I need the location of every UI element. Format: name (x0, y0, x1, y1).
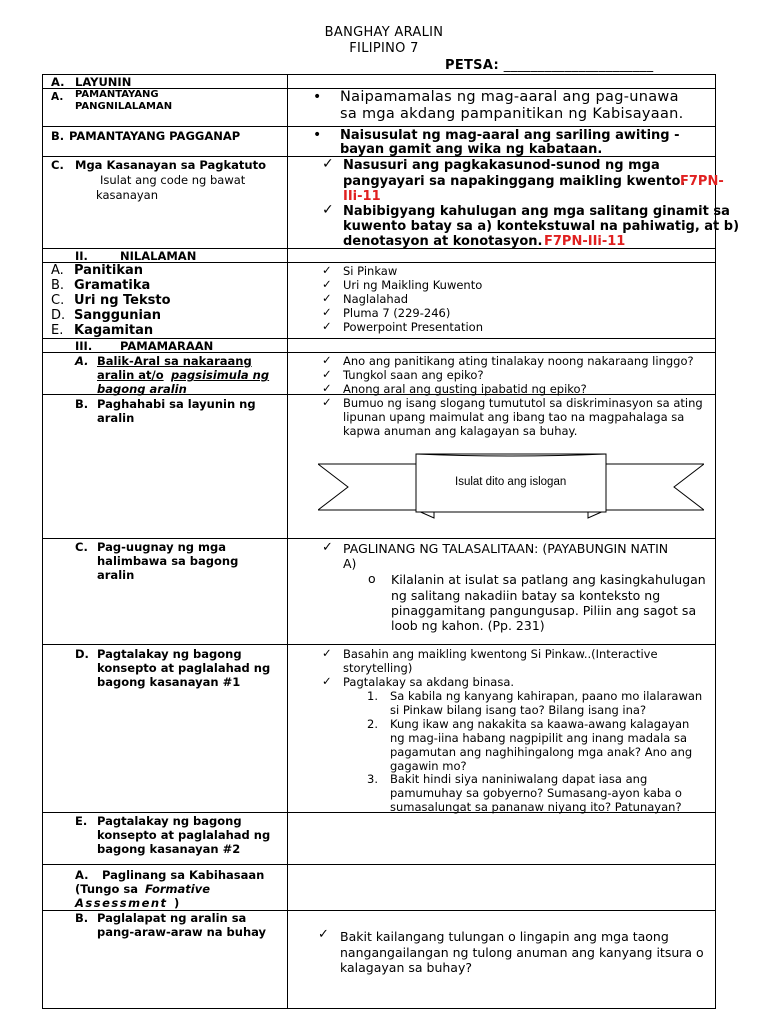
layunin-b-letter: B. (51, 129, 65, 143)
pamamaraan-e-label-3: bagong kasanayan #2 (97, 842, 241, 856)
pamamaraan-d-q3-3: sumasalungat sa pananaw niyang ito? Patunayan? (390, 800, 682, 814)
layunin-heading: LAYUNIN (75, 75, 132, 89)
pamamaraan-b-item-2: lipunan upang maimulat ang ibang tao na magpahalaga sa (343, 410, 685, 424)
kabihasaan-a-label-3b: ) (174, 896, 180, 910)
question-number: 1. (367, 689, 378, 703)
check-icon: ✓ (322, 202, 334, 218)
pamamaraan-c-sub-4: loob ng kahon. (Pp. 231) (391, 618, 545, 633)
layunin-b-text-1: Naisusulat ng mag-aaral ang sariling awiting - (340, 128, 680, 143)
pamamaraan-b-label-2: aralin (97, 411, 135, 425)
check-icon: ✓ (322, 353, 332, 367)
pamamaraan-a-item-3: Anong aral ang gusting ipabatid ng epiko? (343, 382, 587, 396)
check-icon: ✓ (322, 395, 332, 409)
pamamaraan-a-label-1: Balik-Aral sa nakaraang (97, 354, 252, 368)
layunin-a-letter: A. (51, 91, 64, 103)
nilalaman-value-gramatika: Uri ng Maikling Kuwento (343, 278, 483, 292)
pamamaraan-a-label-2a: aralin at/o (97, 368, 164, 382)
pamamaraan-d-q3-2: pamumuhay sa gobyerno? Sumasang-ayon kaba o (390, 786, 682, 800)
kabihasaan-a-letter: A. (75, 868, 89, 882)
pamamaraan-c-label-2: halimbawa sa bagong (97, 554, 239, 568)
nilalaman-value-uri: Naglalahad (343, 292, 409, 306)
pamamaraan-d-q2-2: ng mag-iina habang nagpipilit ang inang madala sa (390, 731, 688, 745)
nilalaman-letter: B. (51, 278, 65, 293)
pamamaraan-heading: PAMAMARAAN (120, 339, 214, 353)
pamamaraan-a-item-2: Tungkol saan ang epiko? (343, 368, 484, 382)
layunin-c-note-2: kasanayan (96, 188, 159, 202)
layunin-a-text-2: sa mga akdang pampanitikan ng Kabisayaan. (340, 106, 684, 122)
pamamaraan-d-item2: Pagtalakay sa akdang binasa. (343, 675, 515, 689)
kabihasaan-a-label-3: Assessment (75, 896, 168, 910)
pamamaraan-c-label-3: aralin (97, 568, 135, 582)
pamamaraan-a-item-1: Ano ang panitikang ating tinalakay noong nakaraang linggo? (343, 354, 694, 368)
layunin-c-letter: C. (51, 158, 64, 172)
nilalaman-label-kagamitan: Kagamitan (74, 323, 154, 338)
pamamaraan-e-label-2: konsepto at paglalahad ng (97, 828, 271, 842)
nilalaman-value-panitikan: Si Pinkaw (343, 264, 398, 278)
kabihasaan-b-item-2: nangangailangan ng tulong anuman ang kanyang itsura o (340, 945, 704, 960)
kabihasaan-a-label-2b: Formative (145, 882, 211, 896)
layunin-c-item2-2: kuwento batay sa a) kontekstuwal na pahiwatig, at b) (343, 219, 740, 234)
layunin-b-text-2: bayan gamit ang wika ng kabataan. (340, 142, 603, 157)
pamamaraan-d-item1-2: storytelling) (343, 661, 413, 675)
pamamaraan-c-letter: C. (75, 540, 88, 554)
bullet-icon: • (313, 89, 322, 105)
pamamaraan-a-label-2b: pagsisimula ng (171, 368, 270, 382)
layunin-c-item2-3: denotasyon at konotasyon. (343, 234, 543, 249)
nilalaman-letter: D. (51, 308, 66, 323)
layunin-c-item2-1: Nabibigyang kahulugan ang mga salitang ginamit sa (343, 204, 730, 219)
layunin-c-label: Mga Kasanayan sa Pagkatuto (75, 158, 266, 172)
pamamaraan-d-label-2: konsepto at paglalahad ng (97, 661, 271, 675)
pamamaraan-d-letter: D. (75, 647, 89, 661)
pamamaraan-d-q2-3: pagamutan ang naghihingalong mga anak? Ano ang (390, 745, 693, 759)
check-icon: ✓ (322, 156, 334, 172)
pamamaraan-e-label-1: Pagtalakay ng bagong (97, 814, 242, 828)
check-icon: ✓ (322, 381, 332, 395)
pamamaraan-a-label-3: bagong aralin (97, 382, 187, 396)
kabihasaan-b-label-2: pang-araw-araw na buhay (97, 925, 267, 939)
layunin-letter: A. (51, 75, 65, 89)
nilalaman-label-panitikan: Panitikan (74, 263, 144, 278)
petsa-label: PETSA: (445, 58, 499, 73)
pamamaraan-c-label-1: Pag-uugnay ng mga (97, 540, 226, 554)
petsa-field (445, 58, 653, 73)
pamamaraan-c-item-2: A) (343, 556, 357, 571)
circle-bullet-icon: o (368, 571, 376, 586)
pamamaraan-d-label-1: Pagtalakay ng bagong (97, 647, 242, 661)
check-icon: ✓ (322, 540, 333, 555)
row-divider (42, 644, 715, 645)
nilalaman-label-uri: Uri ng Teksto (74, 293, 171, 308)
row-divider (42, 538, 715, 539)
kabihasaan-a-label-2a: (Tungo sa (75, 882, 138, 896)
layunin-a-label-1: PAMANTAYANG (75, 89, 159, 100)
nilalaman-letter: A. (51, 263, 64, 278)
pamamaraan-a-letter: A. (75, 354, 89, 368)
document-title: BANGHAY ARALIN (324, 25, 444, 40)
pamamaraan-e-letter: E. (75, 814, 88, 828)
check-icon: ✓ (322, 367, 332, 381)
pamamaraan-d-q1-2: si Pinkaw bilang isang tao? Bilang isang ina? (390, 703, 647, 717)
kabihasaan-b-letter: B. (75, 911, 89, 925)
pamamaraan-d-label-3: bagong kasanayan #1 (97, 675, 241, 689)
nilalaman-letter: E. (51, 323, 64, 338)
layunin-a-text-1: Naipamamalas ng mag-aaral ang pag-unawa (340, 89, 679, 105)
check-icon: ✓ (322, 305, 332, 319)
question-number: 3. (367, 772, 378, 786)
nilalaman-label-gramatika: Gramatika (74, 278, 151, 293)
pamamaraan-d-q2-4: gagawin mo? (390, 759, 467, 773)
kabihasaan-a-label-1: Paglinang sa Kabihasaan (102, 868, 265, 882)
check-icon: ✓ (322, 319, 332, 333)
nilalaman-letter: C. (51, 293, 65, 308)
pamamaraan-b-item-1: Bumuo ng isang slogang tumututol sa diskriminasyon sa ating (343, 396, 703, 410)
nilalaman-value-sanggunian: Pluma 7 (229-246) (343, 306, 451, 320)
column-divider (287, 74, 288, 1008)
kabihasaan-b-label-1: Paglalapat ng aralin sa (97, 911, 247, 925)
layunin-c-note-1: Isulat ang code ng bawat (100, 173, 246, 187)
pamamaraan-c-sub-1: Kilalanin at isulat sa patlang ang kasingkahulugan (391, 572, 706, 587)
question-number: 2. (367, 717, 378, 731)
nilalaman-value-kagamitan: Powerpoint Presentation (343, 320, 483, 334)
layunin-c-item1-1: Nasusuri ang pagkakasunod-sunod ng mga (343, 158, 660, 173)
pamamaraan-b-label-1: Paghahabi sa layunin ng (97, 397, 256, 411)
row-divider (42, 864, 715, 865)
pamamaraan-b-item-3: kapwa anuman ang kalagayan sa buhay. (343, 424, 578, 438)
pamamaraan-b-letter: B. (75, 397, 89, 411)
pamamaraan-c-sub-3: pinaggamitang pangungusap. Piliin ang sagot sa (391, 603, 697, 618)
layunin-a-label-2: PANGNILALAMAN (75, 101, 173, 112)
nilalaman-num: II. (75, 249, 88, 263)
kabihasaan-b-item-1: Bakit kailangang tulungan o lingapin ang mga taong (340, 929, 669, 944)
pamamaraan-c-item-1: PAGLINANG NG TALASALITAAN: (PAYABUNGIN NATIN (343, 541, 669, 556)
row-divider (42, 126, 715, 127)
competency-code: F7PN-IIi-11 (544, 234, 626, 249)
pamamaraan-num: III. (75, 339, 93, 353)
slogan-placeholder: Isulat dito ang islogan (455, 476, 567, 488)
competency-code: F7PN- (680, 174, 724, 189)
nilalaman-label-sanggunian: Sanggunian (74, 308, 161, 323)
pamamaraan-c-sub-2: ng salitang nakadiin batay sa konteksto ng (391, 588, 661, 603)
bullet-icon: • (313, 127, 322, 143)
document-subtitle: FILIPINO 7 (349, 41, 419, 56)
petsa-blank: ______________________ (503, 58, 654, 73)
pamamaraan-d-q1-1: Sa kabila ng kanyang kahirapan, paano mo ilalarawan (390, 689, 703, 703)
check-icon: ✓ (322, 277, 332, 291)
check-icon: ✓ (322, 263, 332, 277)
kabihasaan-b-item-3: kalagayan sa buhay? (340, 960, 472, 975)
pamamaraan-d-item1-1: Basahin ang maikling kwentong Si Pinkaw..(Interactive (343, 647, 658, 661)
layunin-b-label: PAMANTAYANG PAGGANAP (69, 129, 241, 143)
check-icon: ✓ (322, 646, 332, 660)
competency-code: IIi-11 (343, 189, 381, 204)
check-icon: ✓ (318, 927, 329, 942)
check-icon: ✓ (322, 674, 332, 688)
pamamaraan-d-q2-1: Kung ikaw ang nakakita sa kaawa-awang kalagayan (390, 717, 690, 731)
pamamaraan-d-q3-1: Bakit hindi siya naniniwalang dapat iasa ang (390, 772, 648, 786)
nilalaman-heading: NILALAMAN (120, 249, 197, 263)
check-icon: ✓ (322, 291, 332, 305)
layunin-c-item1-2: pangyayari sa napakinggang maikling kwento. (343, 174, 686, 189)
